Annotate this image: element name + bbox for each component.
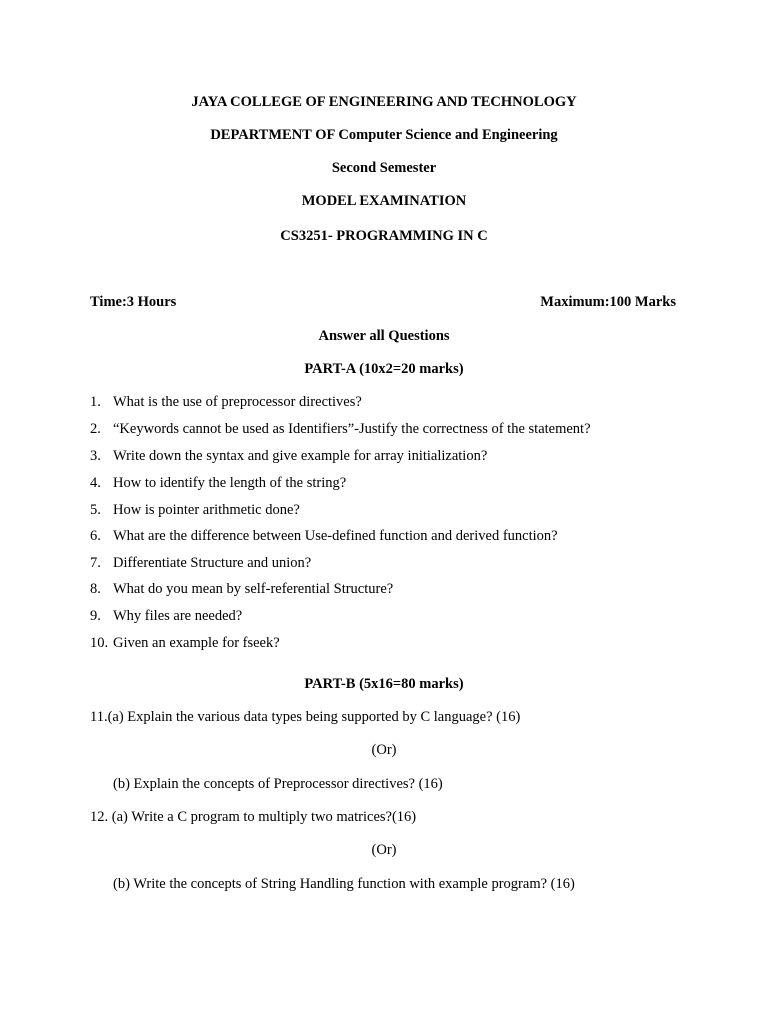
exam-title: MODEL EXAMINATION	[301, 193, 467, 209]
instruction: Answer all Questions	[318, 328, 450, 344]
department-name: DEPARTMENT OF Computer Science and Engineering	[210, 127, 558, 143]
college-name: JAYA COLLEGE OF ENGINEERING AND TECHNOLOGY	[191, 94, 577, 110]
question-text: Why files are needed?	[113, 608, 243, 624]
list-item	[90, 635, 280, 652]
question-text: What are the difference between Use-defined function and derived function?	[113, 528, 558, 544]
question-number: 7.	[90, 555, 101, 571]
list-item	[90, 528, 558, 545]
question-text: Given an example for fseek?	[113, 635, 280, 651]
question-number: 9.	[90, 608, 101, 624]
question-number: 2.	[90, 421, 101, 437]
max-marks-label: Maximum:100 Marks	[540, 294, 676, 310]
list-item	[90, 581, 393, 598]
semester-label: Second Semester	[331, 160, 437, 176]
question-text: How to identify the length of the string?	[113, 475, 347, 491]
list-item	[90, 421, 591, 438]
question-number: 1.	[90, 394, 101, 410]
part-b-title: PART-B (5x16=80 marks)	[304, 676, 464, 692]
question-number: 4.	[90, 475, 101, 491]
part-a-title: PART-A (10x2=20 marks)	[304, 361, 464, 377]
question-text: “Keywords cannot be used as Identifiers”-Justify the correctness of the statement?	[113, 421, 591, 437]
question-text: What do you mean by self-referential Structure?	[113, 581, 394, 597]
question-11b: (b) Explain the concepts of Preprocessor directives? (16)	[113, 776, 443, 792]
question-text: What is the use of preprocessor directives?	[113, 394, 362, 410]
or-separator: (Or)	[371, 742, 397, 758]
question-number: 3.	[90, 448, 101, 464]
question-12a: 12. (a) Write a C program to multiply two matrices?(16)	[90, 809, 417, 825]
or-separator: (Or)	[371, 842, 397, 858]
question-number: 6.	[90, 528, 101, 544]
question-text: How is pointer arithmetic done?	[113, 502, 300, 518]
list-item	[90, 608, 242, 625]
question-number: 5.	[90, 502, 101, 518]
course-title: CS3251- PROGRAMMING IN C	[280, 228, 488, 244]
list-item	[90, 502, 300, 519]
list-item	[90, 394, 362, 411]
question-11a: 11.(a) Explain the various data types being supported by C language? (16)	[90, 709, 521, 725]
question-number: 8.	[90, 581, 101, 597]
time-label: Time:3 Hours	[90, 294, 177, 310]
question-number: 10.	[90, 635, 109, 651]
list-item	[90, 555, 311, 572]
question-text: Write down the syntax and give example for array initialization?	[113, 448, 488, 464]
question-text: Differentiate Structure and union?	[113, 555, 312, 571]
list-item	[90, 475, 346, 492]
question-12b: (b) Write the concepts of String Handling function with example program? (16)	[113, 876, 575, 892]
list-item	[90, 448, 487, 465]
